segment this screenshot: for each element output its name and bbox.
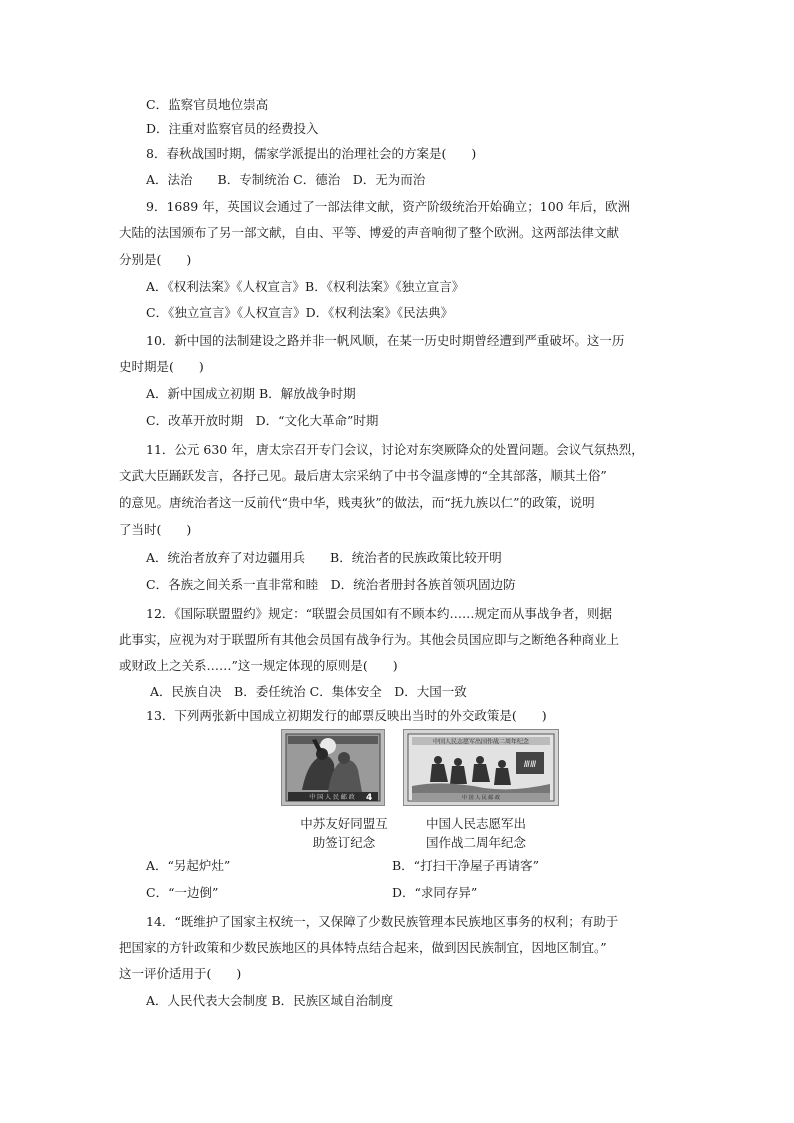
q11-options-cd: C．各族之间关系一直非常和睦 D．统治者册封各族首领巩固边防 bbox=[146, 577, 516, 592]
q10-stem-line2: 史时期是( ) bbox=[119, 359, 204, 374]
q8-stem: 8．春秋战国时期，儒家学派提出的治理社会的方案是( ) bbox=[146, 146, 477, 161]
q9-stem-line1: 9．1689 年，英国议会通过了一部法律文献，资产阶级统治开始确立；100 年后，欧洲 bbox=[146, 199, 631, 214]
stamp2-caption bbox=[416, 814, 536, 852]
q14-stem-line1: 14．“既维护了国家主权统一，又保障了少数民族管理本民族地区事务的权利；有助于 bbox=[146, 914, 619, 929]
q13-option-d: D．“求同存异” bbox=[392, 885, 478, 900]
q12-options: A．民族自决 B．委任统治 C．集体安全 D．大国一致 bbox=[150, 684, 467, 699]
q9-stem-line3: 分别是( ) bbox=[119, 252, 192, 267]
q10-options-ab: A．新中国成立初期 B．解放战争时期 bbox=[146, 386, 356, 401]
q8-options: A．法治 B．专制统治 C．德治 D．无为而治 bbox=[146, 172, 426, 187]
q13-option-c: C．“一边倒” bbox=[146, 885, 219, 900]
q12-stem-line3: 或财政上之关系……”这一规定体现的原则是( ) bbox=[119, 658, 398, 673]
q9-options-ab: A．《权利法案》《人权宣言》B．《权利法案》《独立宣言》 bbox=[146, 279, 465, 294]
stamp-illustration-1 bbox=[282, 730, 384, 805]
q13-stem: 13．下列两张新中国成立初期发行的邮票反映出当时的外交政策是( ) bbox=[146, 708, 547, 723]
stamp1-caption-line1: 中苏友好同盟互 bbox=[300, 816, 388, 831]
q14-options-ab: A．人民代表大会制度 B．民族区域自治制度 bbox=[146, 993, 394, 1008]
stamp2-caption-line2: 国作战二周年纪念 bbox=[425, 835, 526, 850]
q10-options-cd: C．改革开放时期 D．“文化大革命”时期 bbox=[146, 413, 379, 428]
stamp1-denomination: 4 bbox=[366, 793, 373, 803]
stamp-sino-soviet-treaty bbox=[281, 729, 385, 806]
q7-option-d: D．注重对监察官员的经费投入 bbox=[146, 121, 319, 136]
stamp2-caption-line1: 中国人民志愿军出 bbox=[425, 816, 526, 831]
svg-text:中 国 人 民 邮 政: 中 国 人 民 邮 政 bbox=[309, 794, 355, 801]
stamp-volunteer-army bbox=[403, 729, 559, 806]
q13-option-b: B．“打扫干净屋子再请客” bbox=[392, 858, 539, 873]
q11-options-ab: A．统治者放弃了对边疆用兵 B．统治者的民族政策比较开明 bbox=[146, 550, 502, 565]
q11-stem-line1: 11．公元 630 年，唐太宗召开专门会议，讨论对东突厥降众的处置问题。会议气氛热烈， bbox=[146, 442, 644, 457]
q12-stem-line2: 此事实，应视为对于联盟所有其他会员国有战争行为。其他会员国应即与之断绝各种商业上 bbox=[119, 632, 620, 647]
svg-text:中 国 人 民 邮 政: 中 国 人 民 邮 政 bbox=[462, 795, 500, 801]
q13-option-a: A．“另起炉灶” bbox=[146, 858, 231, 873]
q7-option-c: C．监察官员地位崇高 bbox=[146, 97, 269, 112]
q14-stem-line3: 这一评价适用于( ) bbox=[119, 966, 242, 981]
q14-stem-line2: 把国家的方针政策和少数民族地区的具体特点结合起来，做到因民族制宜，因地区制宜。” bbox=[119, 940, 607, 955]
stamp1-caption-line2: 助签订纪念 bbox=[312, 835, 376, 850]
stamp1-caption bbox=[289, 814, 399, 852]
q10-stem-line1: 10．新中国的法制建设之路并非一帆风顺，在某一历史时期曾经遭到严重破坏。这一历 bbox=[146, 333, 625, 348]
q12-stem-line1: 12．《国际联盟盟约》规定：“联盟会员国如有不顾本约……规定而从事战争者，则据 bbox=[146, 606, 613, 621]
q9-options-cd: C．《独立宣言》《人权宣言》D．《权利法案》《民法典》 bbox=[146, 305, 454, 320]
q11-stem-line2: 文武大臣踊跃发言，各抒己见。最后唐太宗采纳了中书令温彦博的“全其部落，顺其土俗” bbox=[119, 468, 607, 483]
stamp-illustration-2 bbox=[404, 730, 558, 805]
q11-stem-line4: 了当时( ) bbox=[119, 522, 192, 537]
svg-text:ⅢⅢ: ⅢⅢ bbox=[523, 760, 537, 770]
q11-stem-line3: 的意见。唐统治者这一反前代“贵中华，贱夷狄”的做法，而“抚九族以仁”的政策，说明 bbox=[119, 495, 595, 510]
svg-text:中国人民志愿军出国作战二周年纪念: 中国人民志愿军出国作战二周年纪念 bbox=[432, 738, 530, 746]
q9-stem-line2: 大陆的法国颁布了另一部文献，自由、平等、博爱的声音响彻了整个欧洲。这两部法律文献 bbox=[119, 225, 620, 240]
